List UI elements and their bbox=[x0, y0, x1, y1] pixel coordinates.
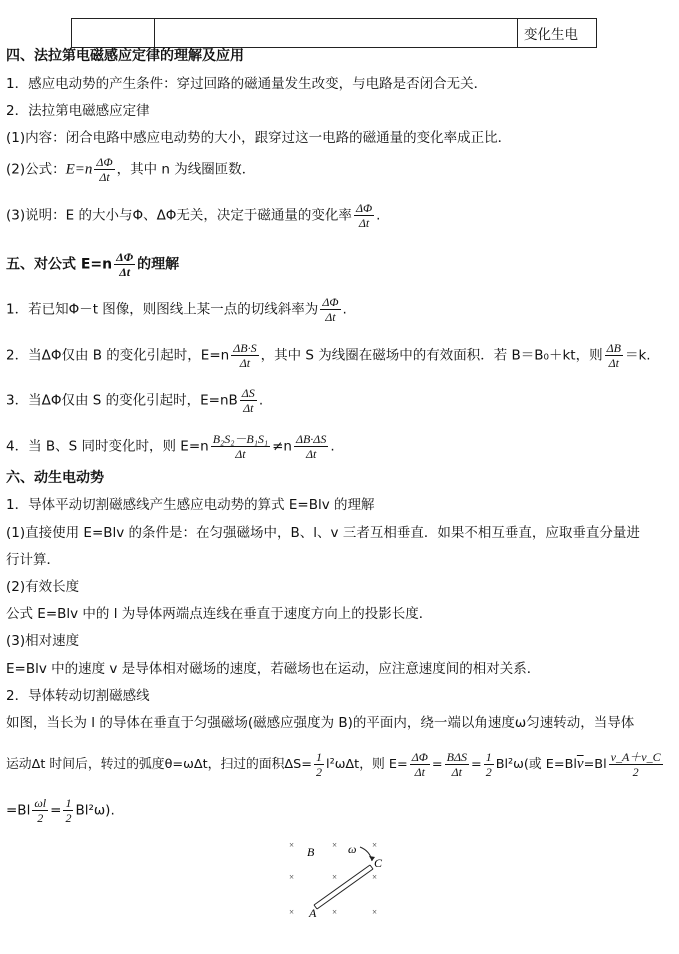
paragraph: 如图，当长为 l 的导体在垂直于匀强磁场(磁感应强度为 B)的平面内，绕一端以角速度ω匀速转动，当导体 bbox=[6, 715, 635, 731]
paragraph: (2)有效长度 bbox=[6, 579, 80, 595]
rod-end bbox=[370, 865, 373, 869]
formula-line: 2．当ΔΦ仅由 B 的变化引起时，E=n $\frac{\Delta B\cdot S}{\Delta t}$ ，其中 S 为线圈在磁场中的有效面积．若 B＝B₀＋kt，则 $\frac{\Delta B}{\Delta t}$ ＝k. bbox=[6, 341, 651, 370]
field-cross: × bbox=[332, 872, 338, 882]
fraction: $\frac{\Delta\Phi}{\Delta t}$ bbox=[96, 155, 113, 184]
label-omega: ω bbox=[348, 842, 357, 856]
formula-line: 3．当ΔΦ仅由 S 的变化引起时，E=nB $\frac{\Delta S}{\Delta t}$ . bbox=[6, 386, 264, 415]
fraction: $\frac{\Delta S}{\Delta t}$ bbox=[241, 386, 255, 415]
section-heading: 五、对公式 E=n $\frac{\Delta\Phi}{\Delta t}$ 的理解 bbox=[6, 250, 180, 279]
text: (3)说明：E 的大小与Φ、ΔΦ无关，决定于磁通量的变化率 bbox=[6, 207, 352, 224]
formula-line: =Bl $\frac{\omega l}{2}$ = $\frac{1}{2}$ Bl²ω). bbox=[6, 796, 115, 825]
paragraph: (3)相对速度 bbox=[6, 633, 80, 649]
fraction: $\frac{\Delta B\cdot S}{\Delta t}$ bbox=[233, 341, 257, 370]
field-cross: × bbox=[289, 907, 295, 917]
field-cross: × bbox=[289, 840, 295, 850]
rod-edge bbox=[314, 865, 370, 905]
paragraph: 公式 E=Blv 中的 l 为导体两端点连线在垂直于速度方向上的投影长度． bbox=[6, 606, 433, 622]
field-cross: × bbox=[332, 840, 338, 850]
fraction: $\frac{\Delta\Phi}{\Delta t}$ bbox=[322, 295, 339, 324]
field-cross: × bbox=[372, 907, 378, 917]
section-heading: 四、法拉第电磁感应定律的理解及应用 bbox=[6, 48, 244, 64]
text: ，其中 n 为线圈匝数． bbox=[116, 161, 256, 178]
field-cross: × bbox=[332, 907, 338, 917]
fraction: $\frac{1}{2}$ bbox=[316, 750, 323, 779]
formula: E=n bbox=[65, 161, 93, 178]
paragraph: 行计算． bbox=[6, 552, 60, 568]
magnetic-field-crosses bbox=[289, 840, 377, 917]
field-cross: × bbox=[289, 872, 295, 882]
fraction: $\frac{\text{B₂S₂－B₁S₁}}{\Delta t}$ bbox=[212, 432, 269, 461]
rod-edge bbox=[317, 869, 373, 909]
rotation-arrow bbox=[360, 847, 372, 861]
fraction: $\frac{1}{2}$ bbox=[65, 796, 72, 825]
formula-line: 4．当 B、S 同时变化时，则 E=n $\frac{\text{B₂S₂－B₁S₁}}{\Delta t}$ ≠n $\frac{\Delta B\cdot\Delta S}{\Delta t}$ . bbox=[6, 432, 335, 461]
paragraph: 1．感应电动势的产生条件：穿过回路的磁通量发生改变，与电路是否闭合无关． bbox=[6, 76, 488, 92]
paragraph: E=Blv 中的速度 v 是导体相对磁场的速度，若磁场也在运动，应注意速度间的相对关系． bbox=[6, 661, 541, 677]
field-cross: × bbox=[372, 872, 378, 882]
paragraph: 1．导体平动切割磁感线产生感应电动势的算式 E=Blv 的理解 bbox=[6, 497, 375, 513]
label-c: C bbox=[374, 856, 383, 870]
paragraph: (1)直接使用 E=Blv 的条件是：在匀强磁场中，B、l、v 三者互相垂直．如果不相互垂直，应取垂直分量进 bbox=[6, 525, 640, 541]
formula-line bbox=[6, 155, 255, 184]
fraction: $\frac{\Delta\Phi}{\Delta t}$ bbox=[116, 250, 134, 279]
fraction: $\frac{v\_A+v\_C}{2}$ bbox=[610, 750, 661, 779]
top-table bbox=[71, 18, 597, 48]
fraction: $\frac{\Delta\Phi}{\Delta t}$ bbox=[355, 201, 373, 230]
paragraph: 2．法拉第电磁感应定律 bbox=[6, 103, 150, 119]
formula-line: (3)说明：E 的大小与Φ、ΔΦ无关，决定于磁通量的变化率 $\frac{\Delta\Phi}{\Delta t}$ . bbox=[6, 201, 381, 230]
fraction: $\frac{\Delta\Phi}{\Delta t}$ bbox=[411, 750, 428, 779]
table-cell: 变化生电 bbox=[518, 19, 597, 48]
fraction: $\frac{\text{BΔS}}{\Delta t}$ bbox=[446, 750, 467, 779]
fraction: $\frac{\Delta B}{\Delta t}$ bbox=[606, 341, 621, 370]
fraction: $\frac{\Delta B\cdot\Delta S}{\Delta t}$ bbox=[295, 432, 327, 461]
formula-line: 1．若已知Φ－t 图像，则图线上某一点的切线斜率为 $\frac{\Delta\Phi}{\Delta t}$ . bbox=[6, 295, 347, 324]
section-heading: 六、动生电动势 bbox=[6, 470, 104, 486]
table-cell bbox=[155, 19, 518, 48]
formula-line: 运动Δt 时间后，转过的弧度θ=ωΔt，扫过的面积ΔS= $\frac{1}{2}$ l²ωΔt，则 E= $\frac{\Delta\Phi}{\Delta t}$ = $\frac{\text{BΔS}}{\Delta t}$ = $\frac{1}{2}$ Bl²ω(或 $E=Bl\overline{v}=Bl$ $\frac{v\_A+v\_C}{2}$ bbox=[6, 750, 661, 779]
rotating-rod-figure bbox=[280, 835, 390, 930]
table-cell bbox=[72, 19, 155, 48]
paragraph: (1)内容：闭合电路中感应电动势的大小，跟穿过这一电路的磁通量的变化率成正比． bbox=[6, 130, 512, 146]
label-a: A bbox=[309, 906, 317, 920]
field-cross: × bbox=[372, 840, 378, 850]
label-b: B bbox=[307, 845, 315, 859]
paragraph: 2．导体转动切割磁感线 bbox=[6, 688, 150, 704]
fraction: $\frac{\omega l}{2}$ bbox=[34, 796, 47, 825]
fraction: $\frac{1}{2}$ bbox=[485, 750, 492, 779]
text: (2)公式： bbox=[6, 161, 66, 178]
